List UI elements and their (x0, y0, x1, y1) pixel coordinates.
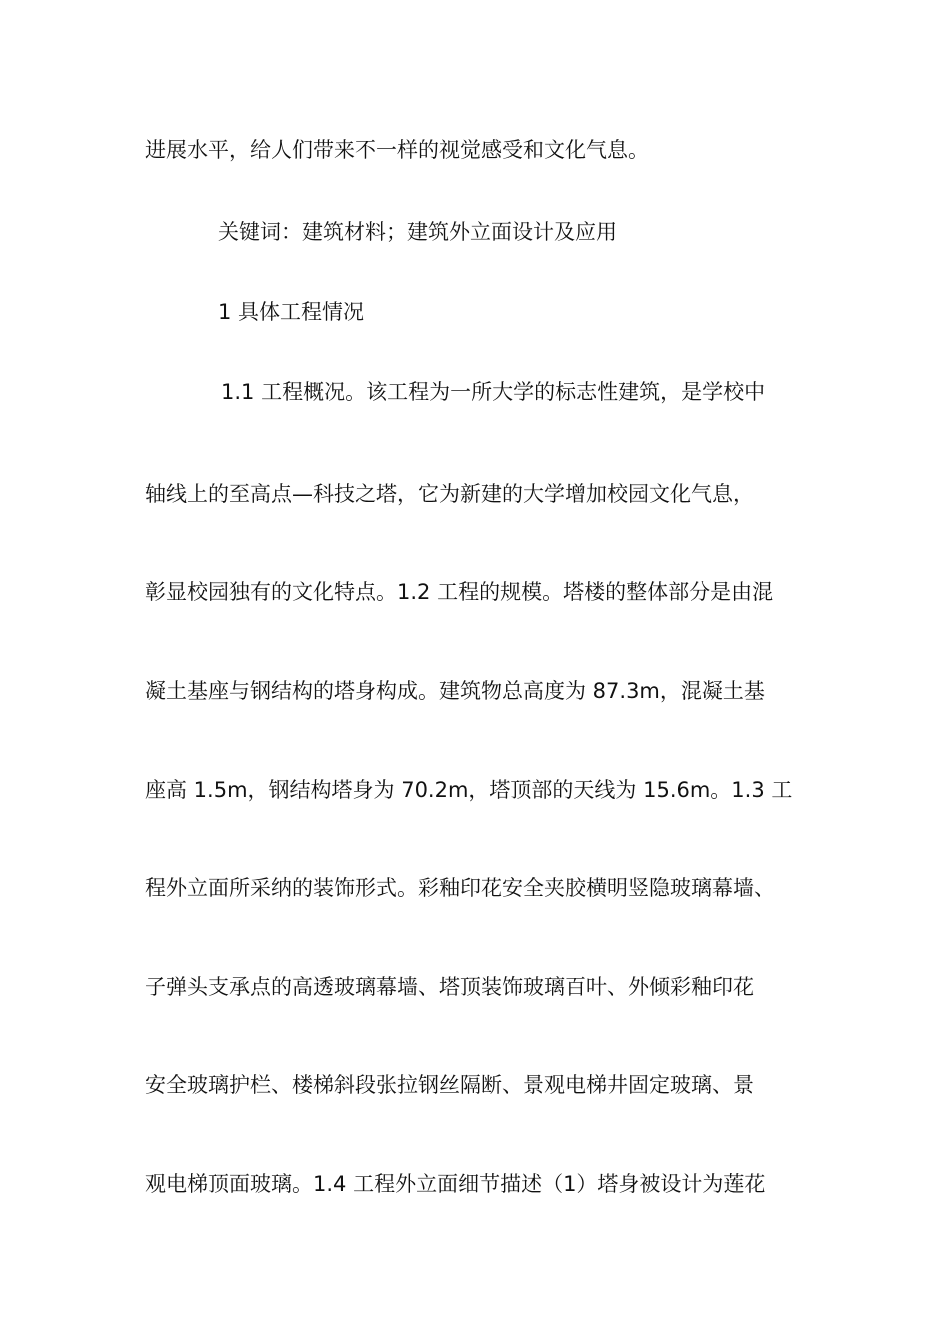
section-heading: 1 具体工程情况 (218, 300, 365, 324)
paragraph-line-2: 1.1 工程概况。该工程为一所大学的标志性建筑，是学校中 (221, 380, 766, 404)
paragraph-line-6: 座高 1.5m，钢结构塔身为 70.2m，塔顶部的天线为 15.6m。1.3 工 (145, 778, 793, 802)
paragraph-line-8: 子弹头支承点的高透玻璃幕墙、塔顶装饰玻璃百叶、外倾彩釉印花 (145, 975, 754, 999)
paragraph-line-10: 观电梯顶面玻璃。1.4 工程外立面细节描述（1）塔身被设计为莲花 (145, 1172, 766, 1196)
paragraph-line-1: 进展水平，给人们带来不一样的视觉感受和文化气息。 (145, 138, 649, 162)
paragraph-line-3: 轴线上的至高点—科技之塔，它为新建的大学增加校园文化气息， (145, 482, 754, 506)
paragraph-line-5: 凝土基座与钢结构的塔身构成。建筑物总高度为 87.3m，混凝土基 (145, 679, 765, 703)
paragraph-line-7: 程外立面所采纳的装饰形式。彩釉印花安全夹胶横明竖隐玻璃幕墙、 (145, 876, 775, 900)
keywords-line: 关键词：建筑材料；建筑外立面设计及应用 (218, 220, 617, 244)
paragraph-line-9: 安全玻璃护栏、楼梯斜段张拉钢丝隔断、景观电梯井固定玻璃、景 (145, 1073, 754, 1097)
paragraph-line-4: 彰显校园独有的文化特点。1.2 工程的规模。塔楼的整体部分是由混 (145, 580, 774, 604)
